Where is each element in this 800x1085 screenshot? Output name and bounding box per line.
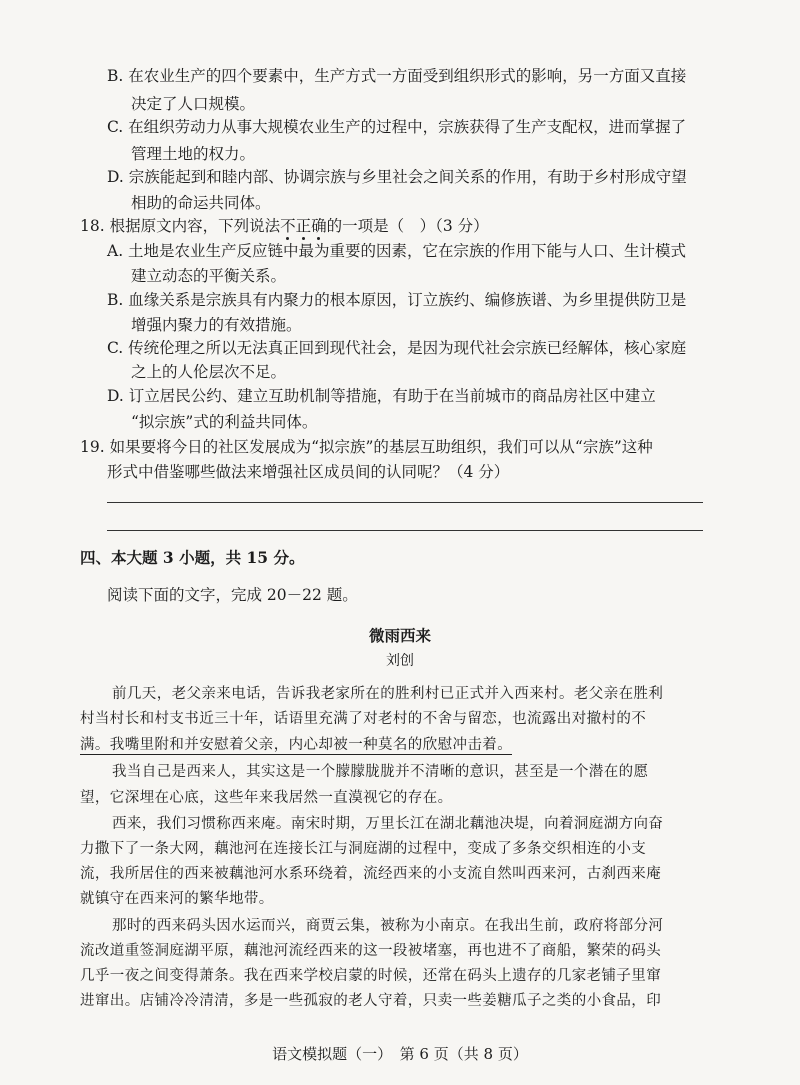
q18-option-d-line2: “拟宗族”式的利益共同体。 — [131, 413, 318, 431]
answer-line-2[interactable] — [107, 530, 703, 531]
q17-option-b-line2: 决定了人口规模。 — [131, 95, 256, 113]
q18-option-b-line2: 增强内聚力的有效措施。 — [131, 316, 302, 334]
q17-option-b-line1: B. 在农业生产的四个要素中，生产方式一方面受到组织形式的影响，另一方面又直接 — [107, 67, 687, 85]
p4-line2: 流改道重签洞庭湖平原，藕池河流经西来的这一段被堵塞，再也进不了商船，繁荣的码头 — [80, 943, 662, 959]
q18-option-b-line1: B. 血缘关系是宗族具有内聚力的根本原因，订立族约、编修族谱、为乡里提供防卫是 — [107, 291, 687, 309]
answer-line-1[interactable] — [107, 502, 703, 503]
emphasis-char: 不 — [280, 217, 296, 235]
q18-option-a-line2: 建立动态的平衡关系。 — [131, 267, 287, 285]
q19-line2: 形式中借鉴哪些做法来增强社区成员间的认同呢？（4 分） — [107, 463, 510, 481]
p1-line2: 村当村长和村支书近三十年，话语里充满了对老村的不舍与留恋，也流露出对撤村的不 — [80, 711, 647, 727]
p3-line2: 力撒下了一条大网，藕池河在连接长江与洞庭湖的过程中，变成了多条交织相连的小支 — [80, 841, 647, 857]
emphasis-char: 确 — [311, 217, 327, 235]
emphasis-char: 正 — [296, 217, 312, 235]
q19-line1: 19. 如果要将今日的社区发展成为“拟宗族”的基层互助组织，我们可以从“宗族”这种 — [80, 438, 653, 456]
q18-option-c-line2: 之上的人伦层次不足。 — [131, 363, 287, 381]
page-footer: 语文模拟题（一） 第 6 页（共 8 页） — [272, 1045, 528, 1063]
underlined-sentence: 满。我嘴里附和并安慰着父亲，内心却被一种莫名的欣慰冲击着。 — [80, 737, 513, 753]
q18-stem — [80, 216, 489, 236]
p2-line2: 望，它深埋在心底，这些年来我居然一直漠视它的存在。 — [80, 790, 453, 806]
q17-option-c-line1: C. 在组织劳动力从事大规模农业生产的过程中，宗族获得了生产支配权，进而掌握了 — [107, 118, 687, 136]
p3-line3: 流，我所居住的西来被藕池河水系环绕着，流经西来的小支流自然叫西来河，古刹西来庵 — [80, 866, 662, 882]
p4-line4: 进窜出。店铺冷冷清清，多是一些孤寂的老人守着，只卖一些姜糖瓜子之类的小食品，印 — [80, 993, 662, 1009]
p1-line1: 前几天，老父亲来电话，告诉我老家所在的胜利村已正式并入西来村。老父亲在胜利 — [112, 686, 664, 702]
passage-author: 刘创 — [386, 653, 414, 669]
p2-line1: 我当自己是西来人，其实这是一个朦朦胧胧并不清晰的意识，甚至是一个潜在的愿 — [112, 764, 649, 780]
p4-line1: 那时的西来码头因水运而兴，商贾云集，被称为小南京。在我出生前，政府将部分河 — [112, 918, 664, 934]
q18-stem-pre: 18. 根据原文内容，下列说法 — [80, 217, 281, 235]
section-heading: 四、本大题 3 小题，共 15 分。 — [80, 548, 305, 567]
q18-stem-post: 的一项是（ ）（3 分） — [326, 217, 489, 235]
q18-option-c-line1: C. 传统伦理之所以无法真正回到现代社会，是因为现代社会宗族已经解体，核心家庭 — [107, 339, 687, 357]
q17-option-c-line2: 管理土地的权力。 — [131, 145, 256, 163]
passage-title: 微雨西来 — [368, 626, 431, 645]
q18-option-d-line1: D. 订立居民公约、建立互助机制等措施，有助于在当前城市的商品房社区中建立 — [107, 387, 656, 405]
q17-option-d-line1: D. 宗族能起到和睦内部、协调宗族与乡里社会之间关系的作用，有助于乡村形成守望 — [107, 168, 687, 186]
section-instruction: 阅读下面的文字，完成 20－22 题。 — [107, 586, 358, 604]
q18-option-a-line1: A. 土地是农业生产反应链中最为重要的因素，它在宗族的作用下能与人口、生计模式 — [107, 242, 687, 260]
p1-line3 — [80, 735, 512, 755]
p3-line1: 西来，我们习惯称西来庵。南宋时期，万里长江在湖北藕池决堤，向着洞庭湖方向奋 — [112, 816, 664, 832]
p4-line3: 几乎一夜之间变得萧条。我在西来学校启蒙的时候，还常在码头上遗存的几家老铺子里窜 — [80, 968, 662, 984]
q17-option-d-line2: 相助的命运共同体。 — [131, 194, 271, 212]
p3-line4: 就镇守在西来河的繁华地带。 — [80, 891, 274, 907]
